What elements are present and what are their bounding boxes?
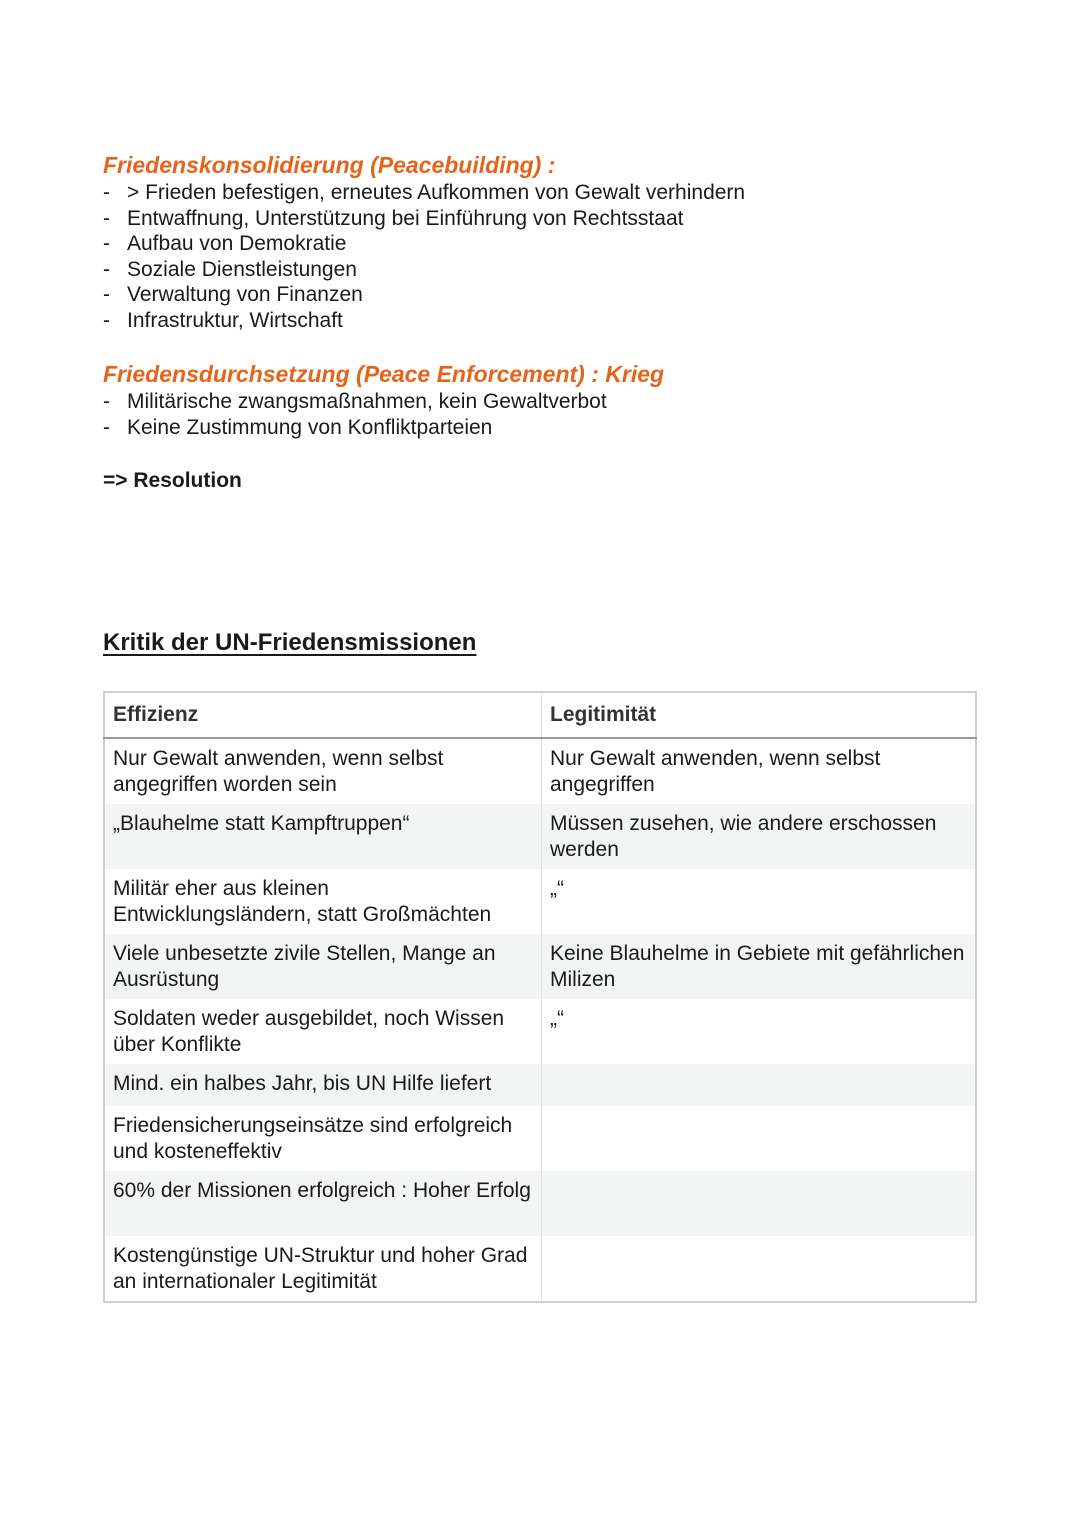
table-cell: „Blauhelme statt Kampftruppen“ xyxy=(104,804,542,869)
table-cell: Mind. ein halbes Jahr, bis UN Hilfe liefert xyxy=(104,1064,542,1106)
column-header-legitimitaet: Legitimität xyxy=(542,692,977,738)
result-line: => Resolution xyxy=(103,469,242,492)
list-item: - Infrastruktur, Wirtschaft xyxy=(103,308,977,334)
table-row xyxy=(104,804,976,869)
table-row xyxy=(104,1106,976,1171)
table-row xyxy=(104,1171,976,1236)
enforcement-list xyxy=(103,389,977,440)
table-cell: Nur Gewalt anwenden, wenn selbst angegriffen xyxy=(542,738,977,804)
list-item: - Soziale Dienstleistungen xyxy=(103,257,977,283)
table-cell xyxy=(542,1106,977,1171)
list-item: - Verwaltung von Finanzen xyxy=(103,282,977,308)
list-item: - Aufbau von Demokratie xyxy=(103,231,977,257)
table-cell: „“ xyxy=(542,869,977,934)
table-cell: Friedensicherungseinsätze sind erfolgreich und kosteneffektiv xyxy=(104,1106,542,1171)
table-row xyxy=(104,1064,976,1106)
peacebuilding-list xyxy=(103,180,977,333)
table-cell: 60% der Missionen erfolgreich : Hoher Erfolg xyxy=(104,1171,542,1236)
list-item: - Entwaffnung, Unterstützung bei Einführung von Rechtsstaat xyxy=(103,206,977,232)
table-header-row xyxy=(104,692,976,738)
table-cell: Soldaten weder ausgebildet, noch Wissen über Konflikte xyxy=(104,999,542,1064)
list-item: - Keine Zustimmung von Konfliktparteien xyxy=(103,415,977,441)
kritik-table xyxy=(103,691,977,1303)
table-cell: Kostengünstige UN-Struktur und hoher Grad an internationaler Legitimität xyxy=(104,1236,542,1302)
table-cell: Nur Gewalt anwenden, wenn selbst angegriffen worden sein xyxy=(104,738,542,804)
table-cell xyxy=(542,1171,977,1236)
table-cell: Keine Blauhelme in Gebiete mit gefährlichen Milizen xyxy=(542,934,977,999)
list-item: - Militärische zwangsmaßnahmen, kein Gewaltverbot xyxy=(103,389,977,415)
kritik-heading: Kritik der UN-Friedensmissionen xyxy=(103,629,477,656)
table-cell: Müssen zusehen, wie andere erschossen werden xyxy=(542,804,977,869)
table-cell: „“ xyxy=(542,999,977,1064)
table-cell xyxy=(542,1236,977,1302)
table-row xyxy=(104,934,976,999)
table-cell: Viele unbesetzte zivile Stellen, Mange an Ausrüstung xyxy=(104,934,542,999)
list-item: - > Frieden befestigen, erneutes Aufkommen von Gewalt verhindern xyxy=(103,180,977,206)
table-row xyxy=(104,1236,976,1302)
document-page xyxy=(103,150,977,1303)
table-row xyxy=(104,869,976,934)
table-row xyxy=(104,999,976,1064)
enforcement-heading: Friedensdurchsetzung (Peace Enforcement) : Krieg xyxy=(103,361,665,387)
table-cell: Militär eher aus kleinen Entwicklungsländern, statt Großmächten xyxy=(104,869,542,934)
column-header-effizienz: Effizienz xyxy=(104,692,542,738)
table-cell xyxy=(542,1064,977,1106)
table-row xyxy=(104,738,976,804)
peacebuilding-heading: Friedenskonsolidierung (Peacebuilding) : xyxy=(103,152,556,178)
